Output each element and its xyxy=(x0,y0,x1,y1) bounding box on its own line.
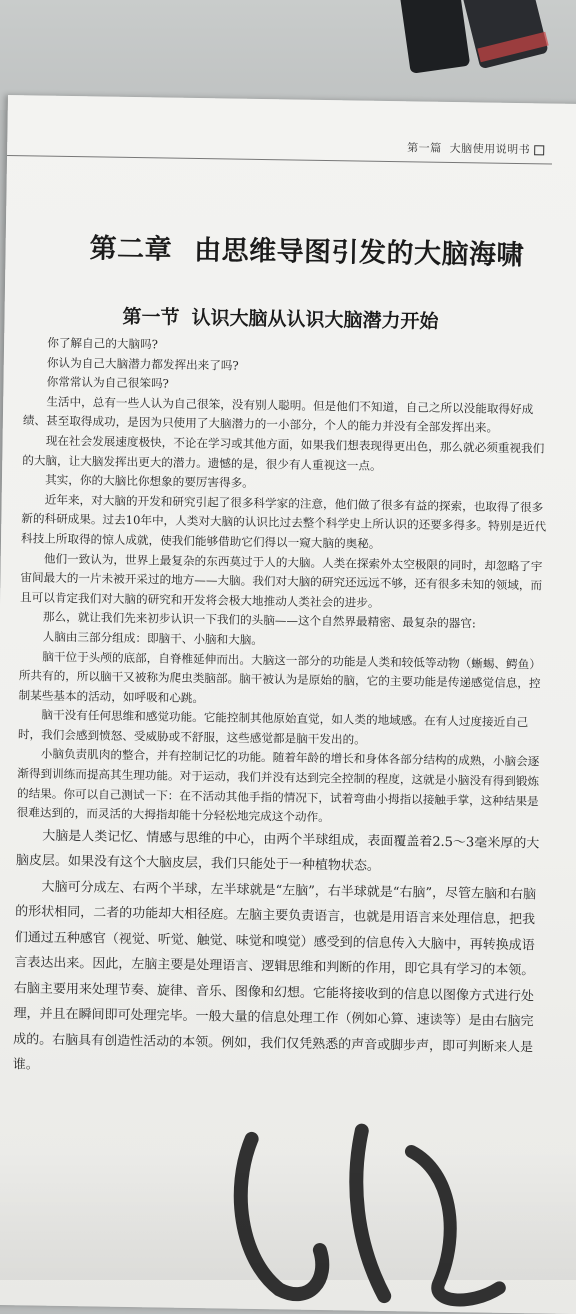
paragraph: 现在社会发展速度极快，不论在学习或其他方面，如果我们想表现得更出色，那么就必须重视我们的大脑，让大脑发挥出更大的潜力。遗憾的是，很少有人重视这一点。 xyxy=(22,433,545,473)
paragraph: 大脑可分成左、右两个半球，左半球就是“左脑”，右半球就是“右脑”，尽管左脑和右脑的形状相同，二者的功能却大相径庭。左脑主要负责语言，也就是用语言来处理信息，把我们通过五种感官（视觉、听觉、触觉、味觉和嗅觉）感受到的信息传入大脑中，再转换成语言表达出来。因此，左脑主要是处理语言、逻辑思维和判断的作用，即它具有学习的本领。右脑主要用来处理节奏、旋律、音乐、图像和幻想。它能将接收到的信息以图像方式进行处理，并且在瞬间即可处理完毕。一般大量的信息处理工作（例如心算、速读等）是由右脑完成的。右脑具有创造性活动的本领。例如，我们仅凭熟悉的声音或脚步声，即可判断来人是谁。 xyxy=(12,879,537,1073)
book-page xyxy=(0,95,576,1314)
section-number: 第一节 xyxy=(122,305,180,329)
pen-object xyxy=(400,0,471,74)
running-header xyxy=(407,139,544,157)
photo-shadow xyxy=(0,1150,576,1280)
section-title xyxy=(122,302,438,334)
paragraph: 你常常认为自己很笨吗? xyxy=(46,374,169,391)
header-title: 大脑使用说明书 xyxy=(449,141,531,157)
paragraph: 生活中，总有一些人认为自己很笨，没有别人聪明。但是他们不知道，自己之所以没能取得好成绩、甚至取得成功，是因为只使用了大脑潜力的一小部分，个人的能力并没有全部发挥出来。 xyxy=(22,394,534,436)
paragraph: 人脑由三部分组成：即脑干、小脑和大脑。 xyxy=(42,629,264,647)
paragraph: 大脑是人类记忆、情感与思维的中心，由两个半球组成，表面覆盖着2.5～3毫米厚的大脑皮层。如果没有这个大脑皮层，我们只能处于一种植物状态。 xyxy=(15,828,540,875)
chapter-name: 由思维导图引发的大脑海啸 xyxy=(193,234,525,272)
header-box-icon xyxy=(534,145,544,155)
paragraph: 其实，你的大脑比你想象的要厉害得多。 xyxy=(45,472,254,491)
header-divider xyxy=(7,155,552,165)
paragraph: 脑干没有任何思维和感觉功能。它能控制其他原始直觉，如人类的地域感。在有人过度接近自己时，我们会感到愤怒、受威胁或不舒服，这些感觉都是脑干发出的。 xyxy=(17,707,529,747)
paragraph: 你了解自己的大脑吗? xyxy=(47,335,158,352)
chapter-number: 第二章 xyxy=(89,233,173,266)
paragraph: 小脑负责肌肉的整合，并有控制记忆的功能。随着年龄的增长和身体各部分结构的成熟，小脑会逐渐得到训练而提高其生理功能。对于运动，我们并没有达到完全控制的程度，这就是小脑没有得到锻炼的结果。你可以自己测试一下：在不活动其他手指的情况下，试着弯曲小拇指以接触手掌，这种结果是很难达到的，而灵活的大拇指却能十分轻松地完成这个动作。 xyxy=(16,747,540,825)
paragraph: 近年来，对大脑的开发和研究引起了很多科学家的注意，他们做了很多有益的探索，也取得了很多新的科研成果。过去10年中，人类对大脑的认识比过去整个科学史上所认识的还要多得多。特别是近代科技上所取得的惊人成就，使我们能够借助它们得以一窥大脑的奥秘。 xyxy=(20,492,547,551)
chapter-title xyxy=(89,226,524,272)
paragraph: 那么，就让我们先来初步认识一下我们的头脑——这个自然界最精密、最复杂的器官: xyxy=(42,609,476,631)
header-part: 第一篇 xyxy=(407,141,442,155)
paragraph: 脑干位于头颅的底部，自脊椎延伸而出。大脑这一部分的功能是人类和较低等动物（蜥蜴、鳄鱼）所共有的，所以脑干又被称为爬虫类脑部。脑干被认为是原始的脑，它的主要功能是传递感觉信息，控制某些基本的活动，如呼吸和心跳。 xyxy=(18,649,541,705)
paragraph: 他们一致认为，世界上最复杂的东西莫过于人的大脑。人类在探索外太空极限的同时，却忽略了宇宙间最大的一片未被开采过的地方——大脑。我们对大脑的研究还远远不够，还有很多未知的领域，而且可以肯定我们对大脑的研究和开发将会极大地推动人类社会的进步。 xyxy=(20,551,543,610)
paragraph: 你认为自己大脑潜力都发挥出来了吗? xyxy=(46,355,239,373)
section-name: 认识大脑从认识大脑潜力开始 xyxy=(191,306,439,333)
body-text xyxy=(13,333,555,1086)
